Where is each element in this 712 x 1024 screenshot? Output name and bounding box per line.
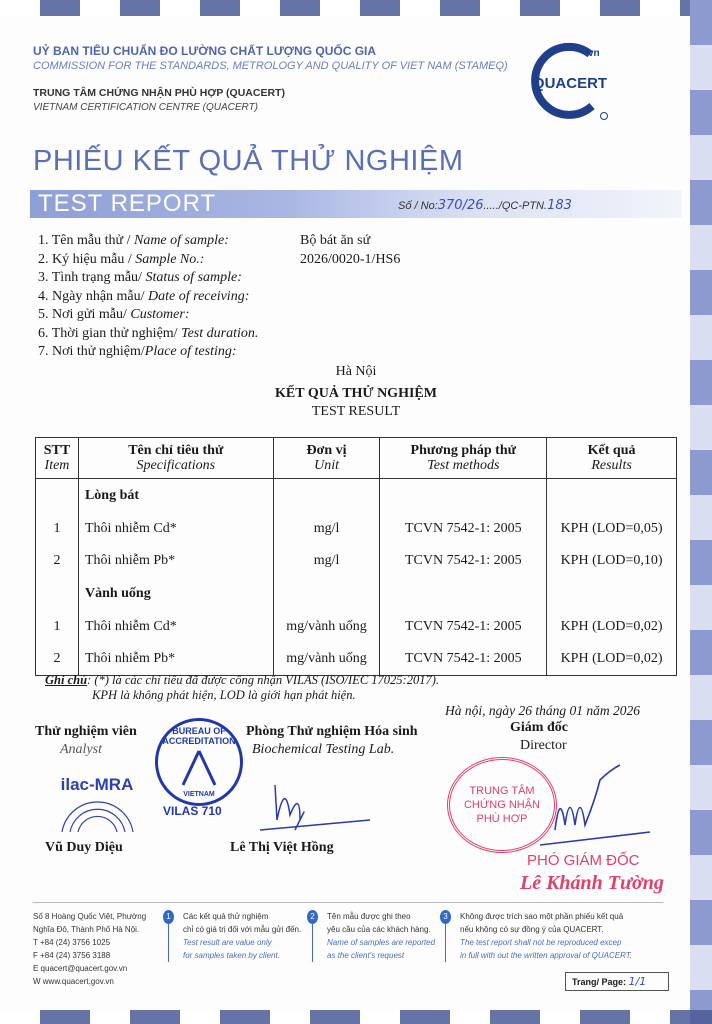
column-header: STT Item: [36, 438, 79, 479]
table-row: 1 Thôi nhiễm Cd* mg/l TCVN 7542-1: 2005 KPH (LOD=0,05): [36, 513, 677, 545]
column-header: Tên chỉ tiêu thử Specifications: [78, 438, 273, 479]
director-title: Giám đốc: [510, 720, 568, 735]
sample-info-label: 4. Ngày nhận mẫu/ Date of receiving:: [38, 288, 250, 304]
vilas-ring-text: BUREAU OF ACCREDITATION: [162, 726, 236, 746]
deputy-title: PHÓ GIÁM ĐỐC: [527, 852, 640, 869]
org-name-vi: UỶ BAN TIÊU CHUẨN ĐO LƯỜNG CHẤT LƯỢNG QUỐC GIA: [33, 44, 377, 58]
lab-signature: [255, 770, 375, 830]
footer-note: 3 Không được trích sao một phần phiếu kết quả nếu không có sự đồng ý của QUACERT. The test report shall not be reproduced excep in full with out the written approval of QUACERT.: [445, 910, 632, 962]
sample-info-label: 7. Nơi thử nghiệm/Place of testing:: [38, 344, 237, 359]
director-title-en: Director: [520, 738, 567, 753]
svg-text:ilac-MRA: ilac-MRA: [60, 775, 134, 794]
report-title-en: TEST REPORT: [38, 190, 217, 217]
lab-title-en: Biochemical Testing Lab.: [252, 742, 395, 757]
quacert-logo: [530, 40, 610, 120]
bottom-border: [0, 1010, 712, 1024]
results-table: [35, 437, 677, 676]
note: Ghi chú: (*) là các chỉ tiêu đã được công nhận VILAS (ISO/IEC 17025:2017). KPH là không phát hiện, LOD là giới hạn phát hiện.: [45, 673, 439, 702]
red-seal: TRUNG TÂM CHỨNG NHẬN PHÙ HỢP: [447, 757, 557, 853]
table-row: 2 Thôi nhiễm Pb* mg/l TCVN 7542-1: 2005 KPH (LOD=0,10): [36, 545, 677, 577]
analyst-title: Thử nghiệm viên: [35, 724, 137, 739]
footer-note: 1 Các kết quả thử nghiệm chỉ có giá trị đối với mẫu gửi đến. Test result are value only for samples taken by client.: [168, 910, 301, 962]
column-header: Phương pháp thử Test methods: [380, 438, 547, 479]
date-line: Hà nội, ngày 26 tháng 01 năm 2026: [445, 703, 640, 718]
sample-info-label: 6. Thời gian thử nghiệm/ Test duration.: [38, 325, 259, 341]
sample-info-label: 5. Nơi gửi mẫu/ Customer:: [38, 307, 190, 322]
report-title-vi: PHIẾU KẾT QUẢ THỬ NGHIỆM: [33, 145, 464, 177]
org-name-en: COMMISSION FOR THE STANDARDS, METROLOGY AND QUALITY OF VIET NAM (STAMEQ): [33, 60, 508, 72]
footer-address: Số 8 Hoàng Quốc Việt, Phường Nghĩa Đô, Thành Phố Hà Nội. T +84 (24) 3756 1025 F +84 (24) 3756 3188 E quacert@quacert.gov.vn W www.quacert.gov.vn: [33, 912, 147, 986]
sample-info-label: 1. Tên mẫu thử / Name of sample:: [38, 233, 229, 248]
vilas-stamp: [155, 718, 243, 806]
table-row: 1 Thôi nhiễm Cd* mg/vành uống TCVN 7542-1: 2005 KPH (LOD=0,02): [36, 611, 677, 643]
analyst-title-en: Analyst: [60, 742, 102, 757]
vilas-number: VILAS 710: [163, 804, 222, 818]
side-border: [690, 0, 712, 1024]
ilac-mra-stamp: [50, 760, 145, 835]
column-header: Đơn vị Unit: [273, 438, 380, 479]
place: Hà Nội: [335, 364, 377, 379]
table-row: 2 Thôi nhiễm Pb* mg/vành uống TCVN 7542-1: 2005 KPH (LOD=0,02): [36, 643, 677, 676]
director-signature: [540, 760, 650, 850]
result-title-en: TEST RESULT: [311, 404, 401, 419]
report-number: Số / No:370/26...../QC-PTN.183: [398, 198, 572, 213]
deputy-name: Lê Khánh Tường: [520, 872, 664, 894]
sample-info-label: 2. Ký hiệu mẫu / Sample No.:: [38, 251, 205, 267]
group-row: Vành uống: [36, 577, 677, 611]
result-title-vi: KẾT QUẢ THỬ NGHIỆM: [275, 386, 437, 401]
sample-info-label: 3. Tình trạng mẫu/ Status of sample:: [38, 270, 242, 285]
top-border: [0, 0, 712, 16]
footer-divider: [33, 902, 663, 903]
group-row: Lòng bát: [36, 479, 677, 514]
page-number: Trang/ Page: 1/1: [565, 972, 669, 991]
svg-text:VIETNAM: VIETNAM: [183, 791, 215, 798]
footer-note: 2 Tên mẫu được ghi theo yêu cầu của các khách hàng. Name of samples are reported as the client's request: [312, 910, 435, 962]
column-header: Kết quả Results: [547, 438, 677, 479]
sample-info-value: 2026/0020-1/HS6: [300, 251, 401, 267]
lab-title: Phòng Thử nghiệm Hóa sinh: [246, 724, 418, 739]
svg-text:QUACERT: QUACERT: [532, 75, 608, 92]
centre-name-en: VIETNAM CERTIFICATION CENTRE (QUACERT): [33, 102, 259, 113]
analyst-name: Vũ Duy Diệu: [45, 840, 123, 855]
centre-name-vi: TRUNG TÂM CHỨNG NHẬN PHÙ HỢP (QUACERT): [33, 87, 285, 99]
svg-text:vn: vn: [588, 48, 600, 59]
lab-head-name: Lê Thị Việt Hồng: [230, 840, 334, 855]
sample-info-value: Bộ bát ăn sứ: [300, 233, 371, 248]
